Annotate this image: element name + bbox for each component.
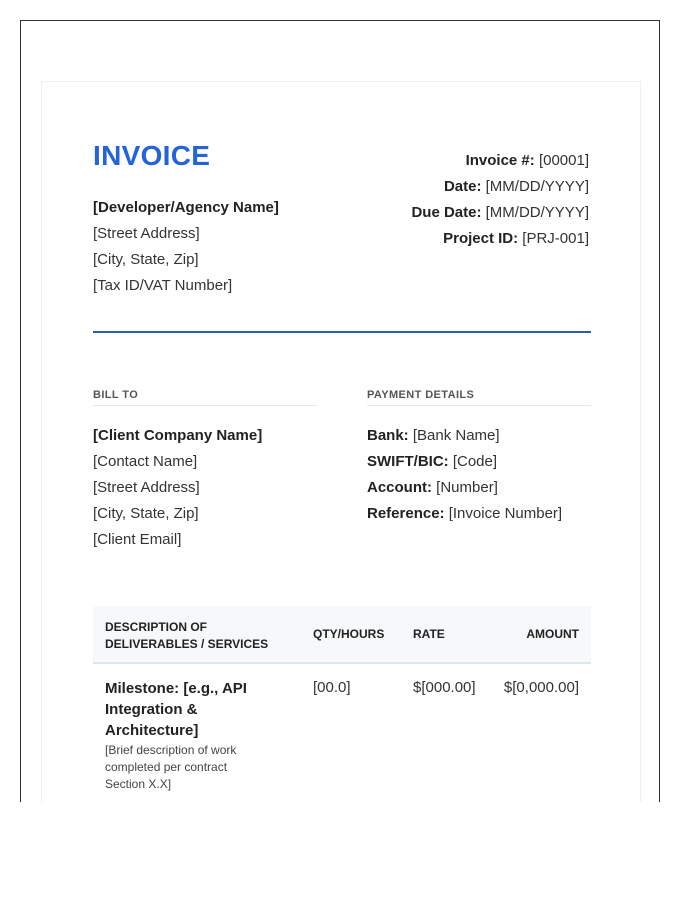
reference-row bbox=[367, 501, 562, 527]
invoice-number-value: [00001] bbox=[538, 152, 589, 169]
due-date-label: Due Date: bbox=[411, 204, 482, 221]
sender-address bbox=[93, 195, 279, 299]
client-email: [Client Email] bbox=[93, 531, 182, 548]
account-label: Account: bbox=[367, 479, 432, 496]
bank-label: Bank: bbox=[367, 427, 409, 444]
header-description-line2: DELIVERABLES / SERVICES bbox=[105, 637, 269, 651]
reference-value: [Invoice Number] bbox=[448, 505, 563, 522]
row-title bbox=[105, 678, 295, 741]
swift-value: [Code] bbox=[452, 453, 498, 470]
row-sub-line2: completed per contract bbox=[105, 760, 228, 774]
payment-details-heading: PAYMENT DETAILS bbox=[367, 389, 591, 406]
due-date-value: [MM/DD/YYYY] bbox=[485, 204, 589, 221]
header-description bbox=[105, 619, 295, 653]
bill-to-address bbox=[93, 423, 262, 553]
invoice-date-label: Date: bbox=[443, 178, 482, 195]
sender-tax-id: [Tax ID/VAT Number] bbox=[93, 277, 233, 294]
invoice-number-row bbox=[411, 148, 589, 174]
client-company: [Client Company Name] bbox=[93, 427, 263, 444]
row-title-line2: Integration & bbox=[105, 701, 198, 718]
row-amount: $[0,000.00] bbox=[503, 679, 579, 696]
row-description bbox=[105, 678, 295, 793]
sender-name: [Developer/Agency Name] bbox=[93, 199, 279, 216]
row-qty: [00.0] bbox=[313, 679, 351, 696]
row-rate: $[000.00] bbox=[413, 679, 476, 696]
project-id-label: Project ID: bbox=[443, 230, 519, 247]
client-contact: [Contact Name] bbox=[93, 453, 198, 470]
header-rate: RATE bbox=[413, 627, 445, 641]
invoice-number-label: Invoice #: bbox=[465, 152, 535, 169]
invoice-meta bbox=[411, 148, 589, 252]
header-amount: AMOUNT bbox=[526, 627, 579, 641]
page-frame bbox=[20, 20, 660, 802]
header-divider bbox=[93, 331, 591, 333]
table-row bbox=[93, 664, 591, 802]
row-sub-line3: Section X.X] bbox=[105, 777, 172, 791]
row-title-line3: Architecture] bbox=[105, 722, 199, 739]
row-subtext bbox=[105, 742, 295, 793]
reference-label: Reference: bbox=[367, 505, 445, 522]
row-sub-line1: [Brief description of work bbox=[105, 743, 237, 757]
swift-label: SWIFT/BIC: bbox=[367, 453, 449, 470]
bill-to-heading: BILL TO bbox=[93, 389, 317, 406]
account-value: [Number] bbox=[436, 479, 498, 496]
header-qty: QTY/HOURS bbox=[313, 627, 385, 641]
client-street: [Street Address] bbox=[93, 479, 200, 496]
invoice-title: INVOICE bbox=[93, 140, 211, 171]
account-row bbox=[367, 475, 562, 501]
line-items-header bbox=[93, 606, 591, 664]
project-id-value: [PRJ-001] bbox=[522, 230, 589, 247]
bank-row bbox=[367, 423, 562, 449]
header-description-line1: DESCRIPTION OF bbox=[105, 620, 208, 634]
sender-street: [Street Address] bbox=[93, 225, 200, 242]
invoice-date-value: [MM/DD/YYYY] bbox=[485, 178, 589, 195]
bank-value: [Bank Name] bbox=[412, 427, 500, 444]
project-id-row bbox=[411, 226, 589, 252]
invoice-date-row bbox=[411, 174, 589, 200]
due-date-row bbox=[411, 200, 589, 226]
row-title-line1: Milestone: [e.g., API bbox=[105, 680, 247, 697]
invoice-document bbox=[41, 81, 641, 802]
swift-row bbox=[367, 449, 562, 475]
payment-details bbox=[367, 423, 562, 527]
sender-city: [City, State, Zip] bbox=[93, 251, 199, 268]
client-city: [City, State, Zip] bbox=[93, 505, 199, 522]
